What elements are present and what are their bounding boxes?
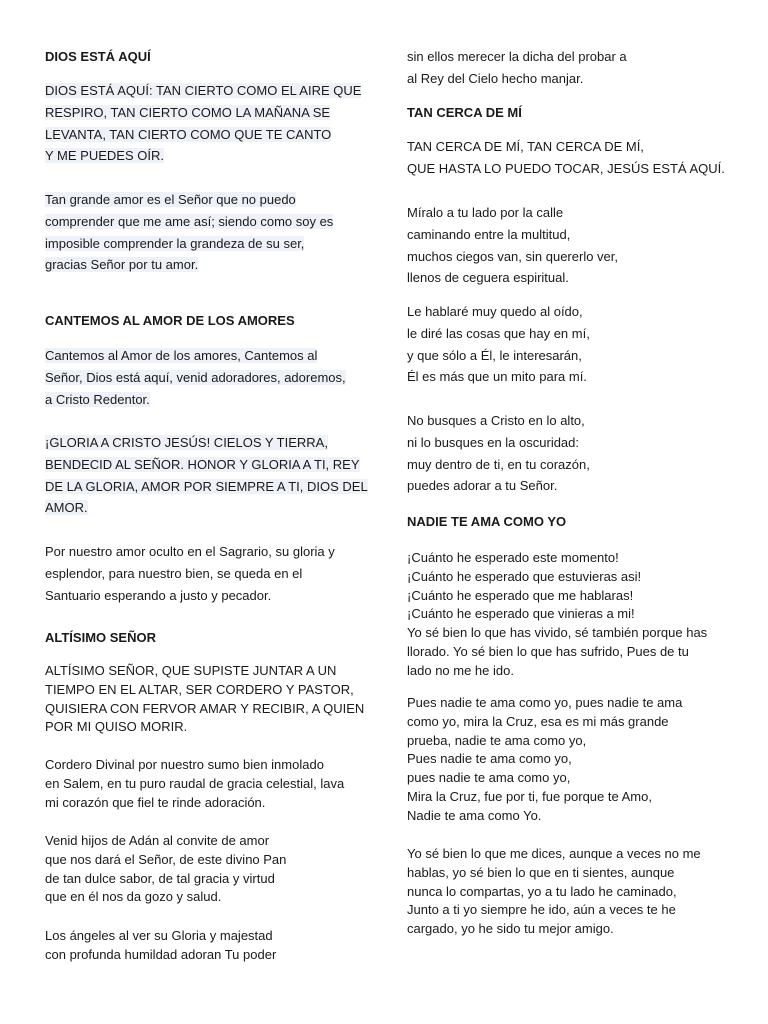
heading-nadie-te-ama: NADIE TE AMA COMO YO (407, 514, 567, 529)
heading-dios-esta-aqui: DIOS ESTÁ AQUÍ (45, 49, 151, 64)
heading-tan-cerca: TAN CERCA DE MÍ (407, 105, 522, 120)
heading-cantemos: CANTEMOS AL AMOR DE LOS AMORES (45, 313, 295, 328)
paragraph-nadie-chorus: Pues nadie te ama como yo, pues nadie te ama como yo, mira la Cruz, esa es mi más grande prueba, nadie te ama como yo, Pues nadie te ama como yo, pues nadie te ama como yo, Mira la Cruz, fue por ti, fue porque te Amo, Nadie te ama como Yo. (407, 695, 683, 823)
paragraph-altisimo-continued: sin ellos merecer la dicha del probar a al Rey del Cielo hecho manjar. (407, 49, 627, 86)
paragraph-cantemos-1: Cantemos al Amor de los amores, Cantemos al Señor, Dios está aquí, venid adoradores, adoremos, a Cristo Redentor. (45, 348, 346, 407)
paragraph-tan-cerca-3: Le hablaré muy quedo al oído, le diré las cosas que hay en mí, y que sólo a Él, le interesarán, Él es más que un mito para mí. (407, 304, 590, 385)
paragraph-nadie-1: ¡Cuánto he esperado este momento! ¡Cuánto he esperado que estuvieras asi! ¡Cuánto he esperado que me hablaras! ¡Cuánto he esperado que vinieras a mi! Yo sé bien lo que has vivido, sé también porque has llorado. Yo sé bien lo que has sufrido, Pues de tu lado no me he ido. (407, 550, 708, 678)
paragraph-dios-esta-aqui-chorus: DIOS ESTÁ AQUÍ: TAN CIERTO COMO EL AIRE QUE RESPIRO, TAN CIERTO COMO LA MAÑANA SE LEVANTA, TAN CIERTO COMO QUE TE CANTO Y ME PUEDES OÍR. (45, 83, 362, 164)
paragraph-tan-cerca-2: Míralo a tu lado por la calle caminando entre la multitud, muchos ciegos van, sin quererlo ver, llenos de ceguera espiritual. (407, 205, 618, 286)
paragraph-cantemos-3: Por nuestro amor oculto en el Sagrario, su gloria y esplendor, para nuestro bien, se queda en el Santuario esperando a justo y pecador. (45, 544, 335, 603)
paragraph-dios-esta-aqui-verse: Tan grande amor es el Señor que no puedo comprender que me ame así; siendo como soy es imposible comprender la grandeza de su ser, gracias Señor por tu amor. (45, 192, 334, 273)
paragraph-nadie-3: Yo sé bien lo que me dices, aunque a veces no me hablas, yo sé bien lo que en ti sientes, aunque nunca lo compartas, yo a tu lado he caminado, Junto a ti yo siempre he ido, aún a veces te he cargado, yo he sido tu mejor amigo. (407, 846, 701, 937)
paragraph-cantemos-chorus: ¡GLORIA A CRISTO JESÚS! CIELOS Y TIERRA, BENDECID AL SEÑOR. HONOR Y GLORIA A TI, REY DE LA GLORIA, AMOR POR SIEMPRE A TI, DIOS DEL AMOR. (45, 435, 368, 516)
paragraph-altisimo-3: Venid hijos de Adán al convite de amor que nos dará el Señor, de este divino Pan de tan dulce sabor, de tal gracia y virtud que en él nos da gozo y salud. (45, 833, 287, 905)
paragraph-tan-cerca-chorus: TAN CERCA DE MÍ, TAN CERCA DE MÍ, QUE HASTA LO PUEDO TOCAR, JESÚS ESTÁ AQUÍ. (407, 139, 725, 176)
heading-altisimo: ALTÍSIMO SEÑOR (45, 630, 156, 645)
paragraph-altisimo-4: Los ángeles al ver su Gloria y majestad con profunda humildad adoran Tu poder (45, 928, 277, 962)
paragraph-altisimo-chorus: ALTÍSIMO SEÑOR, QUE SUPISTE JUNTAR A UN TIEMPO EN EL ALTAR, SER CORDERO Y PASTOR, QUISIERA CON FERVOR AMAR Y RECIBIR, A QUIEN POR MI QUISO MORIR. (45, 663, 365, 735)
paragraph-altisimo-2: Cordero Divinal por nuestro sumo bien inmolado en Salem, en tu puro raudal de gracia celestial, lava mi corazón que fiel te rinde adoración. (45, 757, 345, 810)
paragraph-tan-cerca-4: No busques a Cristo en lo alto, ni lo busques en la oscuridad: muy dentro de ti, en tu corazón, puedes adorar a tu Señor. (407, 413, 590, 494)
